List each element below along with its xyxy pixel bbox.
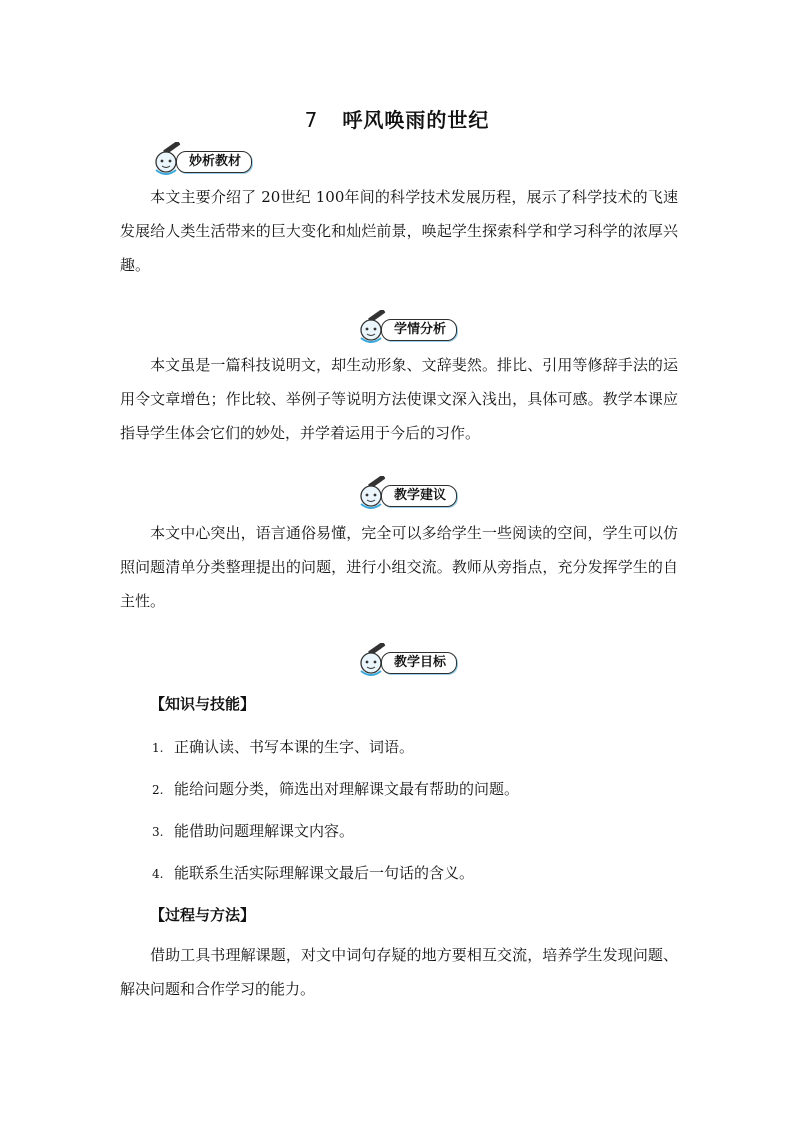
paragraph-text: 借助工具书理解课题，对文中词句存疑的地方要相互交流，培养学生发现问题、解决问题和合作学习的能力。 (120, 946, 678, 998)
list-number: 1. (152, 741, 164, 755)
paragraph-text: 本文虽是一篇科技说明文，却生动形象、文辞斐然。排比、引用等修辞手法的运用令文章增色；作比较、举例子等说明方法使课文深入浅出，具体可感。教学本课应指导学生体会它们的妙处，并学着运用于今后的习作。 (120, 356, 678, 442)
list-text: 能给问题分类，筛选出对理解课文最有帮助的问题。 (174, 780, 520, 798)
section-label: 教学建议 (381, 485, 457, 507)
list-text: 能联系生活实际理解课文最后一句话的含义。 (174, 864, 475, 882)
lesson-number: 7 (304, 108, 319, 132)
lesson-title-text: 呼风唤雨的世纪 (342, 108, 490, 132)
lesson-title (0, 104, 794, 133)
section-label: 妙析教材 (176, 151, 252, 173)
paragraph-text: 本文主要介绍了 20世纪 100年间的科学技术发展历程，展示了科学技术的飞速发展给人类生活带来的巨大变化和灿烂前景，唤起学生探索科学和学习科学的浓厚兴趣。 (120, 188, 678, 274)
section-label: 学情分析 (381, 319, 457, 341)
list-item (152, 778, 519, 799)
list-item (152, 820, 354, 841)
paragraph-process (120, 938, 678, 1006)
list-number: 3. (152, 825, 164, 839)
paragraph-text: 本文中心突出，语言通俗易懂，完全可以多给学生一些阅读的空间，学生可以仿照问题清单分类整理提出的问题，进行小组交流。教师从旁指点，充分发挥学生的自主性。 (120, 524, 678, 610)
list-item (152, 862, 474, 883)
paragraph-suggestion (120, 516, 678, 618)
list-number: 4. (152, 867, 164, 881)
list-text: 正确认读、书写本课的生字、词语。 (174, 738, 415, 756)
list-item (152, 736, 414, 757)
list-number: 2. (152, 783, 164, 797)
paragraph-analysis (120, 348, 678, 450)
process-heading: 【过程与方法】 (150, 906, 256, 924)
list-text: 能借助问题理解课文内容。 (174, 822, 355, 840)
paragraph-textbook (120, 180, 678, 282)
section-label: 教学目标 (381, 652, 457, 674)
knowledge-heading: 【知识与技能】 (150, 695, 256, 713)
